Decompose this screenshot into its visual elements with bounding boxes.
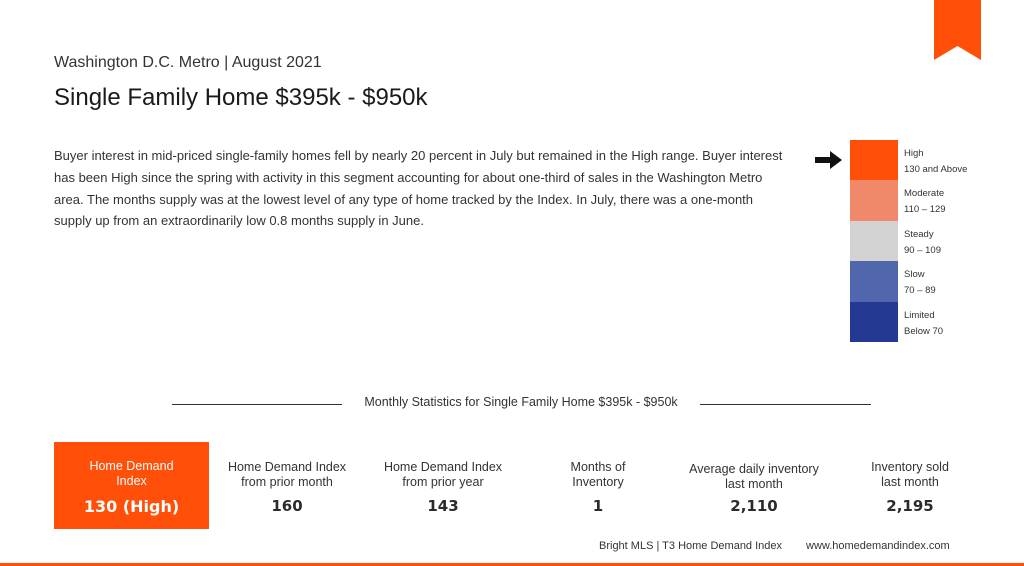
stat-months-of-inventory [548,442,648,529]
legend-label: Steady [904,228,934,240]
legend-range: 110 – 129 [904,204,946,216]
stat-value: 143 [427,497,459,515]
legend-range: 70 – 89 [904,285,936,297]
legend-range: Below 70 [904,325,944,337]
legend-label: Slow [904,269,925,281]
legend-label: Limited [904,309,935,321]
stat-label: Inventory sold last month [871,460,949,489]
divider-left [172,404,342,405]
stats-heading: Monthly Statistics for Single Family Home $395k - $950k [364,395,678,409]
bookmark-icon [934,0,981,60]
legend-swatch-high [850,140,898,180]
stat-value: 2,195 [886,497,934,515]
stat-inventory-sold [850,442,970,529]
legend-swatch-steady [850,221,898,261]
footer-website: www.homedemandindex.com [806,540,950,552]
report-subtitle: Washington D.C. Metro | August 2021 [54,54,322,71]
stat-label: Average daily inventory last month [689,462,819,491]
stat-label: Home Demand Index from prior month [227,460,347,489]
stat-label: Home Demand Index [89,459,174,488]
stat-label: Home Demand Index from prior year [383,460,503,489]
divider-right [700,404,871,405]
stat-value: 1 [592,497,604,515]
legend-swatch-moderate [850,180,898,220]
legend-range: 130 and Above [904,164,968,175]
legend-range: 90 – 109 [904,244,941,256]
legend-swatch-slow [850,261,898,301]
report-title: Single Family Home $395k - $950k [54,84,428,111]
stat-value: 130 (High) [83,497,180,516]
stat-avg-daily-inventory [679,442,829,529]
stat-label: Months of Inventory [570,460,626,489]
stat-home-demand-index [54,442,209,529]
current-level-arrow-icon [815,148,843,172]
legend-label: Moderate [904,188,945,200]
legend-swatch-limited [850,302,898,342]
stat-prior-month [217,442,357,529]
footer-source: Bright MLS | T3 Home Demand Index [599,540,783,552]
stat-prior-year [373,442,513,529]
legend-label: High [904,148,924,159]
market-description: Buyer interest in mid-priced single-family homes fell by nearly 20 percent in July but remained in the High range. Buyer interest has been High since the spring with activity in this segment accounting for about one-third of sales in the Washington Metro area. The months supply was at the lowest level of any type of home tracked by the Index. In July, there was a one-month supply up from an extraordinarily low 0.8 months supply in June. [54,148,783,229]
stat-value: 160 [271,497,303,515]
stat-value: 2,110 [730,497,778,515]
